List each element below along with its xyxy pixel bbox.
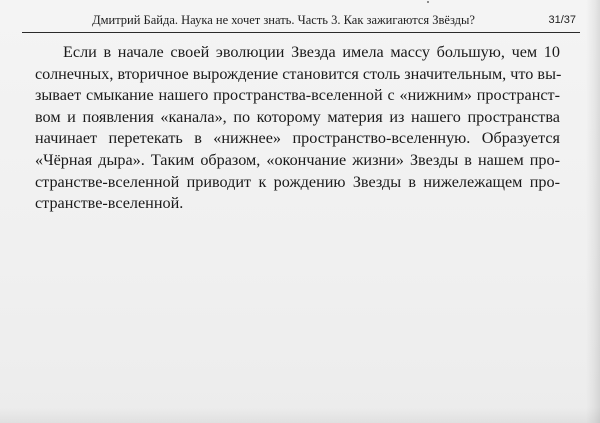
running-header — [22, 8, 580, 33]
page-number: 31/37 — [548, 14, 576, 26]
paragraph-line: Если в начале своей эволюции Звезда имела массу большую, чем 10 — [63, 43, 560, 61]
paragraph-line: начинает перетекать в «нижнее» пространство-вселенную. Образуется — [35, 129, 560, 148]
paragraph-line: странстве-вселенной. — [35, 194, 184, 213]
paragraph-line: вом и появления «канала», по которому материя из нашего пространства — [35, 107, 560, 126]
paragraph-line: зывает смыкание нашего пространства-вселенной с «нижним» пространст- — [35, 86, 560, 105]
scan-edge-shadow-bottom — [0, 407, 600, 423]
scan-edge-shadow-right — [586, 0, 600, 423]
scan-speck — [427, 1, 429, 3]
body-paragraph — [35, 42, 560, 215]
paragraph-line: «Чёрная дыра». Таким образом, «окончание жизни» Звезды в нашем про- — [35, 150, 560, 169]
paragraph-line: странстве-вселенной приводит к рождению Звезды в нижележащем про- — [35, 172, 560, 191]
header-title: Дмитрий Байда. Наука не хочет знать. Часть 3. Как зажигаются Звёзды? — [92, 13, 475, 27]
paragraph-line: солнечных, вторичное вырождение становится столь значительным, что вы- — [35, 64, 562, 83]
